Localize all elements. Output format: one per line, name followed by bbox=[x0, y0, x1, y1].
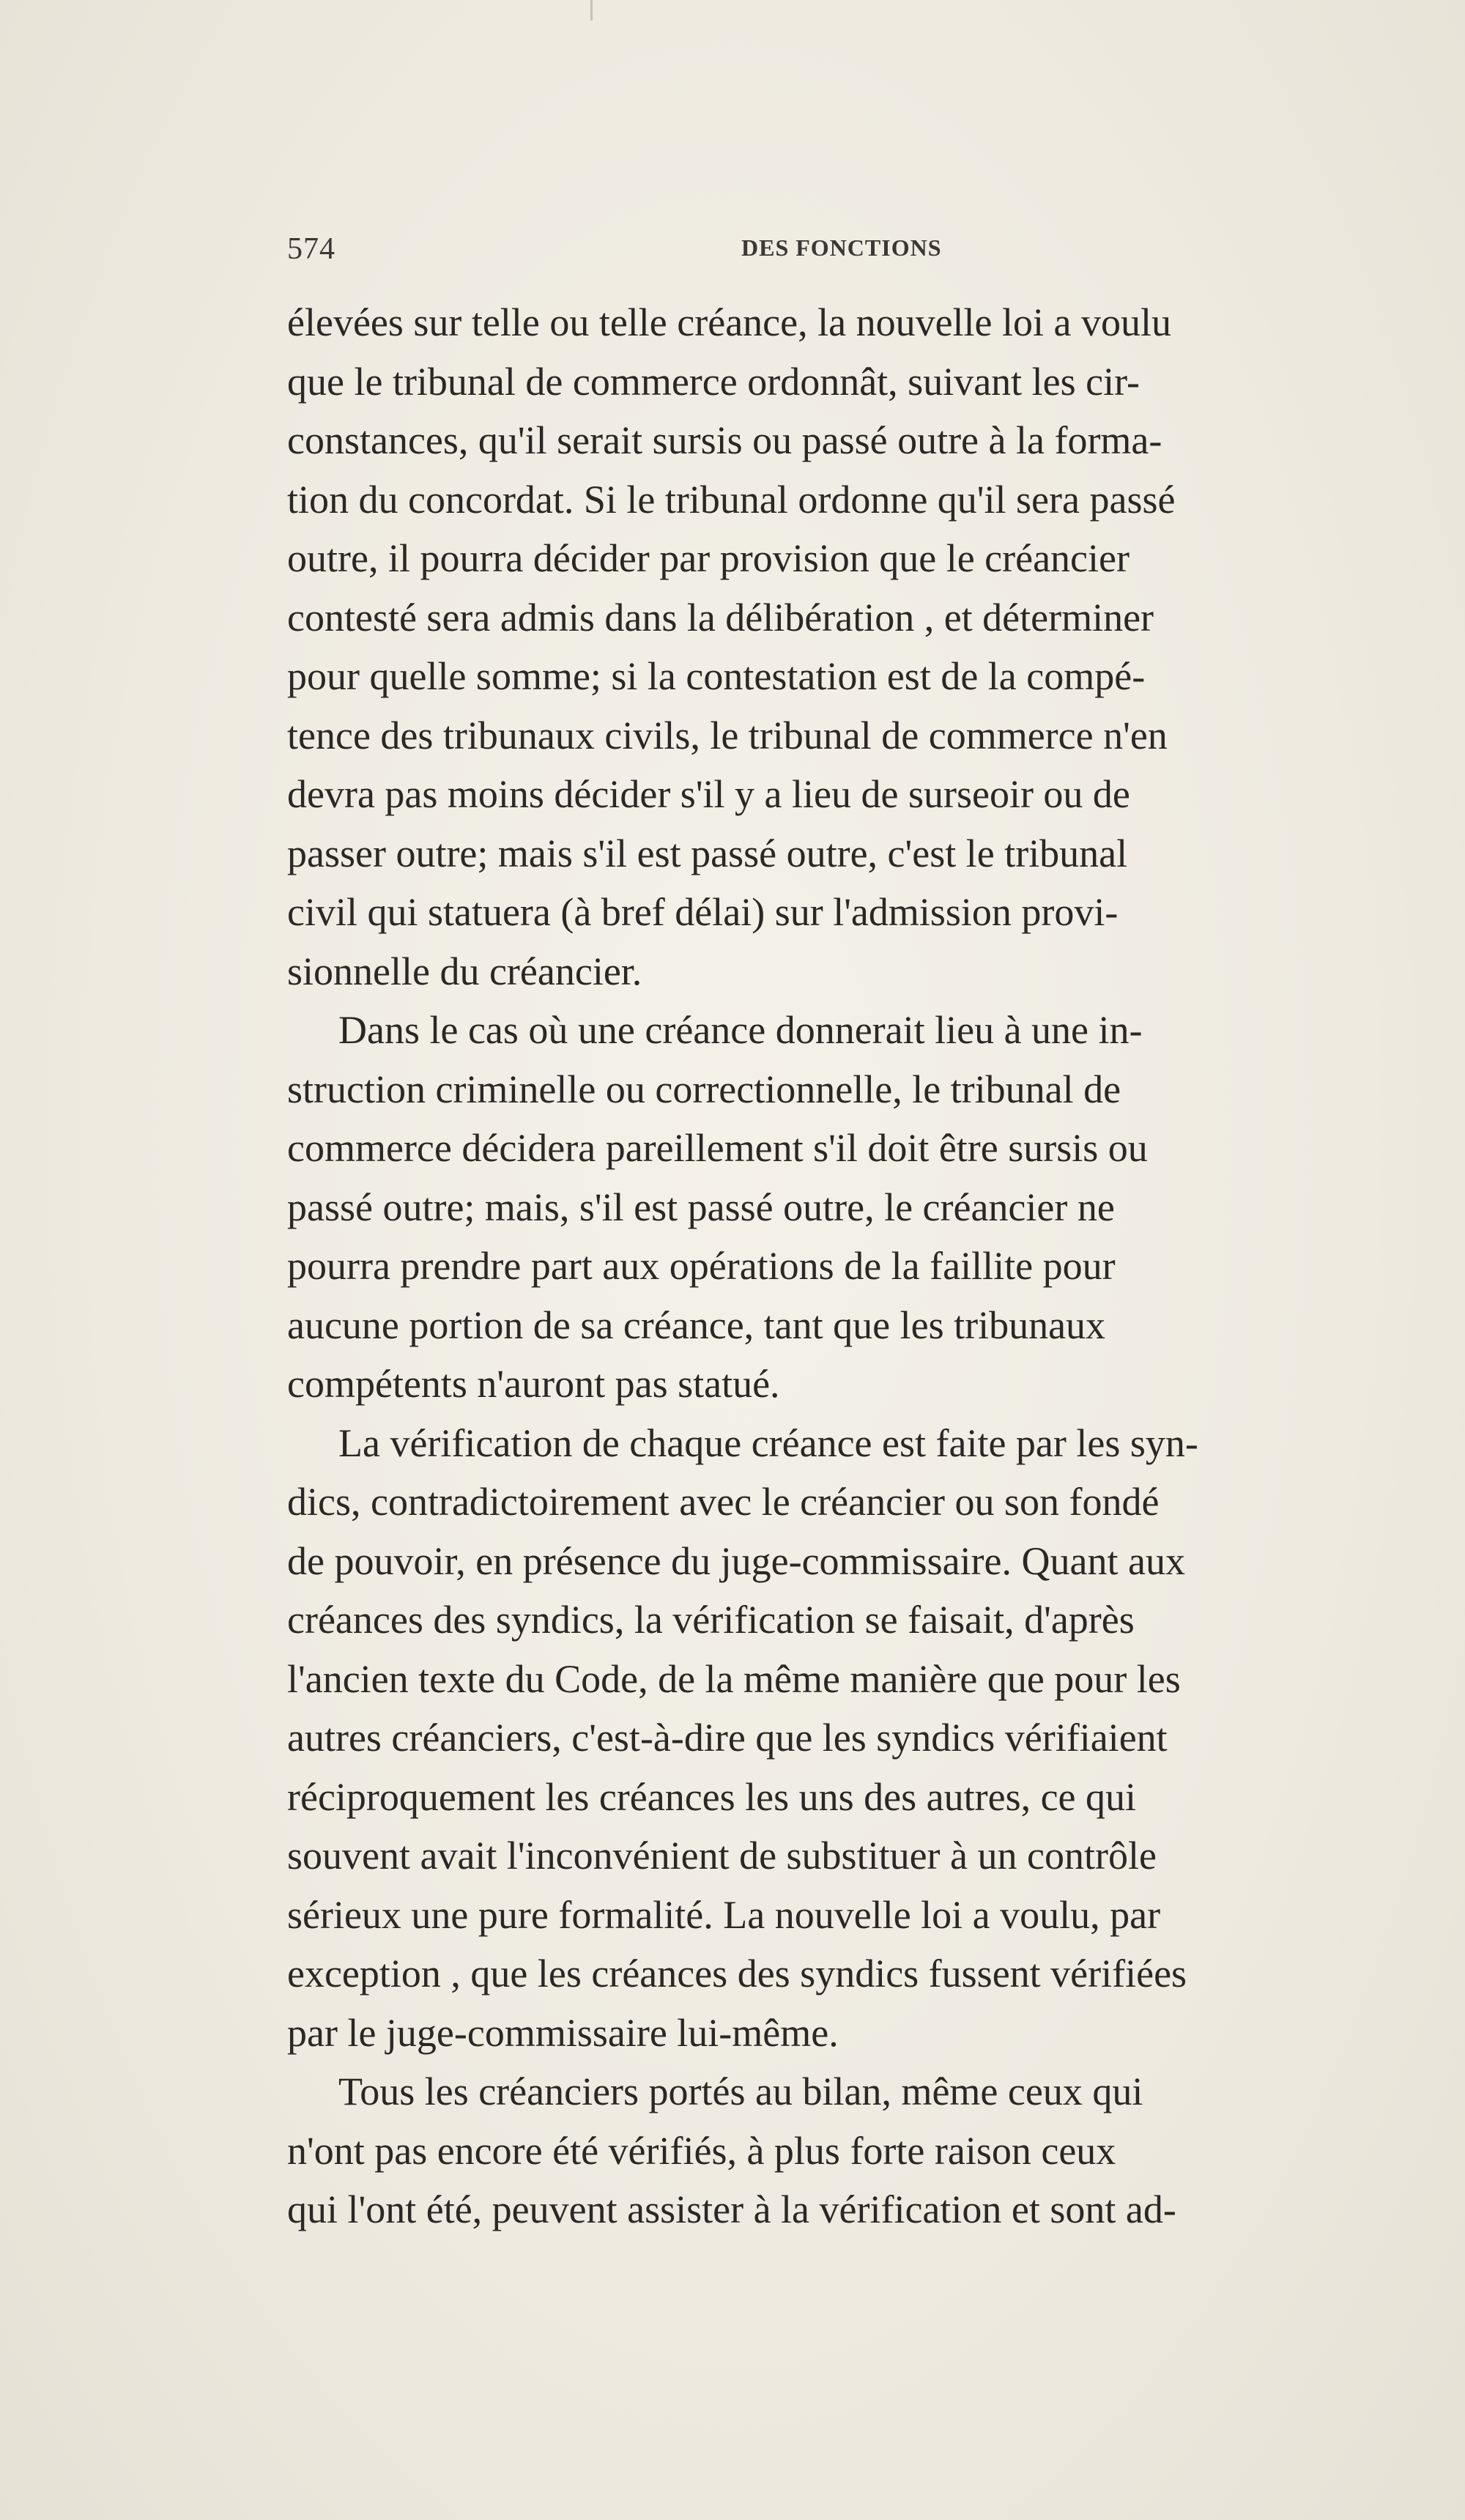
paragraph-start-line: Dans le cas où une créance donnerait lieu à une in- bbox=[338, 1008, 1143, 1052]
paper-blemish bbox=[590, 0, 593, 21]
text-line: sérieux une pure formalité. La nouvelle loi a voulu, par bbox=[287, 1892, 1161, 1937]
text-line: souvent avait l'inconvénient de substituer à un contrôle bbox=[287, 1834, 1157, 1878]
running-title: DES FONCTIONS bbox=[741, 234, 942, 261]
text-line: n'ont pas encore été vérifiés, à plus forte raison ceux bbox=[287, 2128, 1116, 2173]
text-line: exception , que les créances des syndics fussent vérifiées bbox=[287, 1952, 1187, 1995]
text-line: contesté sera admis dans la délibération , et déterminer bbox=[287, 595, 1154, 640]
text-line: civil qui statuera (à bref délai) sur l'admission provi- bbox=[287, 890, 1119, 934]
text-line: qui l'ont été, peuvent assister à la vérification et sont ad- bbox=[287, 2187, 1176, 2231]
text-line: struction criminelle ou correctionnelle, le tribunal de bbox=[287, 1067, 1121, 1111]
text-line: passer outre; mais s'il est passé outre, c'est le tribunal bbox=[287, 831, 1128, 875]
text-line: passé outre; mais, s'il est passé outre, le créancier ne bbox=[287, 1185, 1115, 1229]
paragraph-start-line: La vérification de chaque créance est faite par les syn- bbox=[338, 1420, 1198, 1465]
text-line: compétents n'auront pas statué. bbox=[287, 1362, 780, 1406]
page-number: 574 bbox=[287, 232, 335, 266]
text-line: élevées sur telle ou telle créance, la nouvelle loi a voulu bbox=[287, 300, 1171, 344]
text-line: créances des syndics, la vérification se faisait, d'après bbox=[287, 1598, 1135, 1642]
text-line: devra pas moins décider s'il y a lieu de surseoir ou de bbox=[287, 772, 1130, 816]
text-line: sionnelle du créancier. bbox=[287, 949, 642, 993]
text-line: de pouvoir, en présence du juge-commissaire. Quant aux bbox=[287, 1538, 1185, 1583]
text-line: commerce décidera pareillement s'il doit être sursis ou bbox=[287, 1126, 1148, 1170]
text-line: tion du concordat. Si le tribunal ordonne qu'il sera passé bbox=[287, 477, 1176, 522]
text-line: réciproquement les créances les uns des autres, ce qui bbox=[287, 1774, 1137, 1819]
text-line: par le juge-commissaire lui-même. bbox=[287, 2010, 839, 2055]
text-line: pourra prendre part aux opérations de la faillite pour bbox=[287, 1244, 1116, 1288]
text-line: pour quelle somme; si la contestation est de la compé- bbox=[287, 654, 1146, 698]
text-line: l'ancien texte du Code, de la même manière que pour les bbox=[287, 1656, 1181, 1701]
text-line: constances, qu'il serait sursis ou passé outre à la forma- bbox=[287, 418, 1162, 462]
paragraph-start-line: Tous les créanciers portés au bilan, même ceux qui bbox=[338, 2069, 1143, 2113]
text-line: aucune portion de sa créance, tant que les tribunaux bbox=[287, 1302, 1106, 1347]
body-text bbox=[287, 293, 1446, 2239]
text-line: dics, contradictoirement avec le créancier ou son fondé bbox=[287, 1480, 1160, 1524]
text-line: que le tribunal de commerce ordonnât, suivant les cir- bbox=[287, 359, 1141, 404]
text-line: outre, il pourra décider par provision que le créancier bbox=[287, 536, 1130, 580]
text-line: autres créanciers, c'est-à-dire que les syndics vérifiaient bbox=[287, 1716, 1168, 1760]
text-line: tence des tribunaux civils, le tribunal de commerce n'en bbox=[287, 713, 1168, 757]
page-header bbox=[287, 231, 990, 273]
